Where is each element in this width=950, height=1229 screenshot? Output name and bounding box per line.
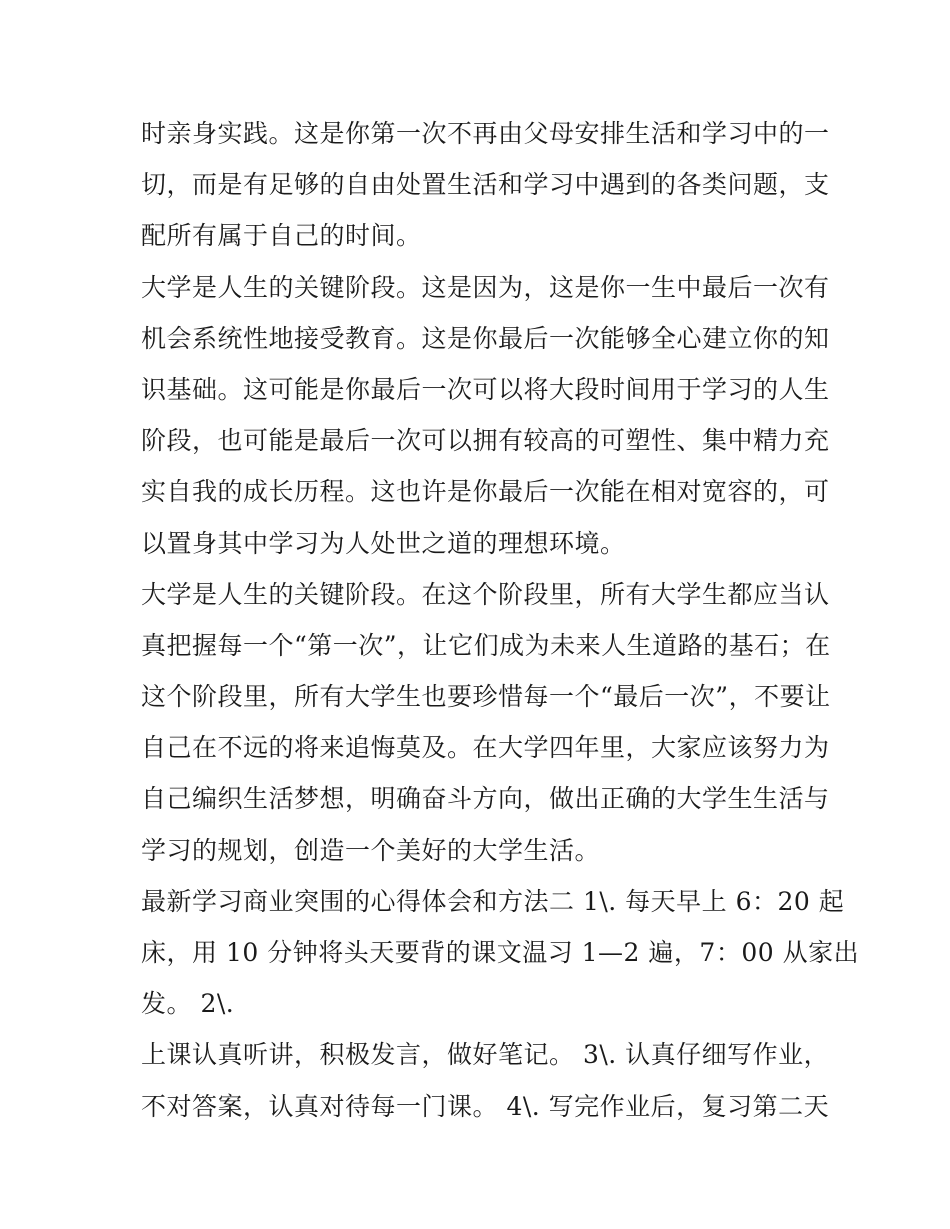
text-line: 学习的规划，创造一个美好的大学生活。 xyxy=(141,835,601,865)
paragraph-2 xyxy=(141,262,830,569)
text-line: 不对答案，认真对待每一门课。 4\. 写完作业后，复习第二天 xyxy=(141,1091,830,1121)
text-line: 发。 2\. xyxy=(141,989,235,1019)
text-line: 识基础。这可能是你最后一次可以将大段时间用于学习的人生 xyxy=(141,374,830,404)
paragraph-3 xyxy=(141,569,831,876)
text-line: 时亲身实践。这是你第一次不再由父母安排生活和学习中的一 xyxy=(141,119,830,148)
text-line: 阶段，也可能是最后一次可以拥有较高的可塑性、集中精力充 xyxy=(141,426,830,456)
paragraph-4 xyxy=(141,876,860,1030)
paragraph-5 xyxy=(141,1029,830,1131)
text-line: 这个阶段里，所有大学生也要珍惜每一个“最后一次”，不要让 xyxy=(141,682,831,712)
text-line: 自己编织生活梦想，明确奋斗方向，做出正确的大学生生活与 xyxy=(141,784,830,814)
text-line: 大学是人生的关键阶段。在这个阶段里，所有大学生都应当认 xyxy=(141,579,830,609)
text-line: 真把握每一个“第一次”，让它们成为未来人生道路的基石；在 xyxy=(141,630,831,660)
text-line: 切，而是有足够的自由处置生活和学习中遇到的各类问题，支 xyxy=(141,170,830,200)
text-line: 最新学习商业突围的心得体会和方法二 1\. 每天早上 6：20 起 xyxy=(141,886,845,916)
text-line: 大学是人生的关键阶段。这是因为，这是你一生中最后一次有 xyxy=(141,272,830,302)
text-line: 床，用 10 分钟将头天要背的课文温习 1—2 遍，7：00 从家出 xyxy=(141,938,860,967)
paragraph-1 xyxy=(141,108,830,262)
text-line: 机会系统性地接受教育。这是你最后一次能够全心建立你的知 xyxy=(141,323,830,353)
text-line: 上课认真听讲，积极发言，做好笔记。 3\. 认真仔细写作业， xyxy=(141,1040,830,1070)
document-body xyxy=(141,108,860,1132)
text-line: 以置身其中学习为人处世之道的理想环境。 xyxy=(141,528,626,558)
text-line: 实自我的成长历程。这也许是你最后一次能在相对宽容的，可 xyxy=(141,477,830,507)
text-line: 配所有属于自己的时间。 xyxy=(141,221,422,251)
text-line: 自己在不远的将来追悔莫及。在大学四年里，大家应该努力为 xyxy=(141,733,830,763)
